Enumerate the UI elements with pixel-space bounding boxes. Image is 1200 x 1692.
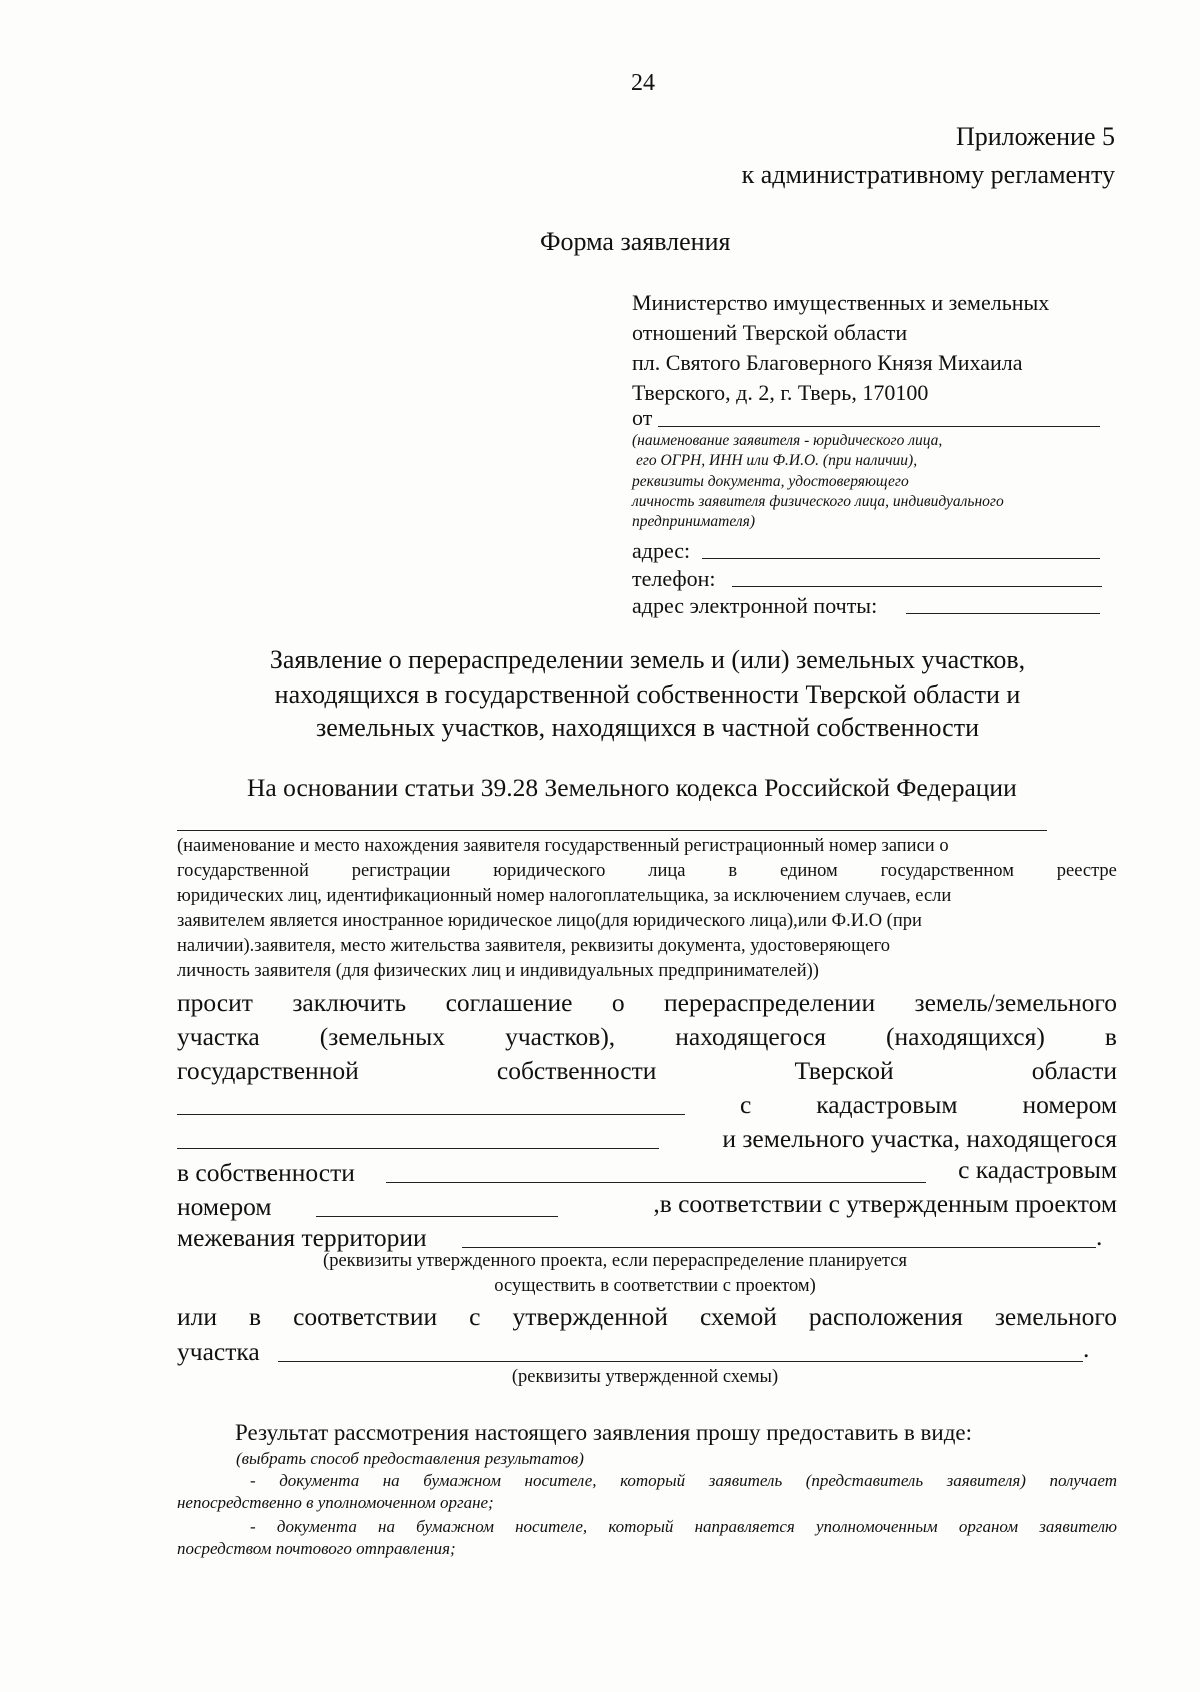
recipient-line: Министерство имущественных и земельных [632,290,1050,315]
email-label: адрес электронной почты: [632,593,878,618]
from-note-line: (наименование заявителя - юридического лица, [632,432,943,449]
request-row-7-start: номером [177,1192,272,1221]
statement-title-line: земельных участков, находящихся в частной собственности [316,713,979,742]
request-word: о [611,988,625,1017]
state-land-field-line [177,1114,685,1115]
applicant-note-line: юридических лиц, идентификационный номер налогоплательщика, за исключением случаев, если [177,886,952,906]
request-row-7-end: ,в соответствии с утвержденным проектом [653,1189,1117,1218]
basis-text: На основании статьи 39.28 Земельного кодекса Российской Федерации [247,773,1017,802]
request-word: (находящихся) [886,1022,1045,1051]
scheme-note: (реквизиты утвержденной схемы) [511,1367,779,1387]
statement-title-line: находящихся в государственной собственности Тверской области и [274,680,1021,709]
request-word: заключить [292,988,407,1017]
request-word: (земельных [319,1022,445,1051]
request-row-9: или в соответствии с утвержденной схемой расположения земельного [177,1302,1117,1331]
phone-field-line [732,586,1102,587]
note-word: лица [648,861,686,881]
request-row-3 [177,1056,1117,1086]
request-word: собственности [496,1056,657,1085]
address-field-line [702,558,1100,559]
request-word: участка [177,1022,260,1051]
request-word: государственной [177,1056,359,1085]
request-row-6-end: с кадастровым [958,1155,1117,1184]
applicant-note-line: (наименование и место нахождения заявителя государственный регистрационный номер записи о [177,836,949,856]
cadastral-number-field-line [177,1148,659,1149]
request-word: просит [177,988,253,1017]
address-label: адрес: [632,538,691,563]
request-word: земель/земельного [914,988,1117,1017]
result-hint: (выбрать способ предоставления результатов) [236,1449,584,1468]
statement-title-line: Заявление о перераспределении земель и (или) земельных участков, [269,645,1026,674]
recipient-line: Тверского, д. 2, г. Тверь, 170100 [632,380,929,405]
email-field-line [906,613,1100,614]
request-row-5: и земельного участка, находящегося [722,1124,1117,1153]
recipient-line: отношений Тверской области [632,320,908,345]
result-option-2-cont: посредством почтового отправления; [177,1539,456,1558]
request-row-8: межевания территории [177,1223,427,1252]
from-label: от [632,405,653,430]
note-word: юридического [493,861,606,881]
request-word: участков), [505,1022,616,1051]
request-row-2 [177,1022,1117,1052]
request-word: номером [1022,1090,1117,1119]
private-ownership-field-line [386,1182,926,1183]
appendix-subtitle: к административному регламенту [741,160,1115,189]
request-word: соглашение [445,988,573,1017]
phone-label: телефон: [632,566,716,591]
applicant-note-line: заявителем является иностранное юридическое лицо(для юридического лица),или Ф.И.О (при [177,911,922,931]
request-row-1 [177,988,1117,1018]
request-row-10-end: . [1083,1334,1090,1363]
page-number: 24 [631,70,655,96]
request-word: кадастровым [816,1090,958,1119]
result-option-1-cont: непосредственно в уполномоченном органе; [177,1493,494,1512]
from-note-line: его ОГРН, ИНН или Ф.И.О. (при наличии), [636,452,918,469]
project-note-line: (реквизиты утвержденного проекта, если перераспределение планируется [323,1251,907,1271]
from-note-line: предпринимателя) [632,513,755,530]
request-word: с [740,1090,752,1119]
note-word: едином [779,861,838,881]
request-row-10: участка [177,1337,260,1366]
project-note-line: осуществить в соответствии с проектом) [494,1276,816,1296]
request-row-6-start: в собственности [177,1158,355,1187]
project-details-field-line [462,1247,1096,1248]
note-word: реестре [1056,861,1117,881]
request-row-8-end: . [1096,1222,1103,1251]
request-word: области [1031,1056,1117,1085]
result-option-2: - документа на бумажном носителе, который направляется уполномоченным органом заявителю [250,1517,1117,1536]
request-word: Тверской [794,1056,894,1085]
applicant-field-line [177,830,1047,831]
request-word: перераспределении [664,988,876,1017]
note-word: государственной [177,861,309,881]
applicant-note-line-justified [177,861,1117,882]
request-word: в [1104,1022,1117,1051]
recipient-line: пл. Святого Благоверного Князя Михаила [632,350,1023,375]
result-option-1: - документа на бумажном носителе, который заявитель (представитель заявителя) получает [250,1471,1117,1490]
from-note-line: реквизиты документа, удостоверяющего [632,473,909,490]
note-word: государственном [880,861,1014,881]
appendix-title: Приложение 5 [955,122,1115,151]
request-word: находящегося [675,1022,826,1051]
cadastral-number-2-field-line [316,1216,558,1217]
note-word: регистрации [351,861,451,881]
applicant-note-line: наличии).заявителя, место жительства заявителя, реквизиты документа, удостоверяющего [177,936,890,956]
result-intro: Результат рассмотрения настоящего заявления прошу предоставить в виде: [235,1420,973,1445]
applicant-note-line: личность заявителя (для физических лиц и индивидуальных предпринимателей)) [177,961,819,981]
note-word: в [728,861,738,881]
scheme-details-field-line [278,1361,1083,1362]
from-note-line: личность заявителя физического лица, индивидуального [632,493,1004,510]
form-title: Форма заявления [540,227,731,256]
request-row-4 [740,1090,1117,1120]
from-field-line [658,426,1100,427]
